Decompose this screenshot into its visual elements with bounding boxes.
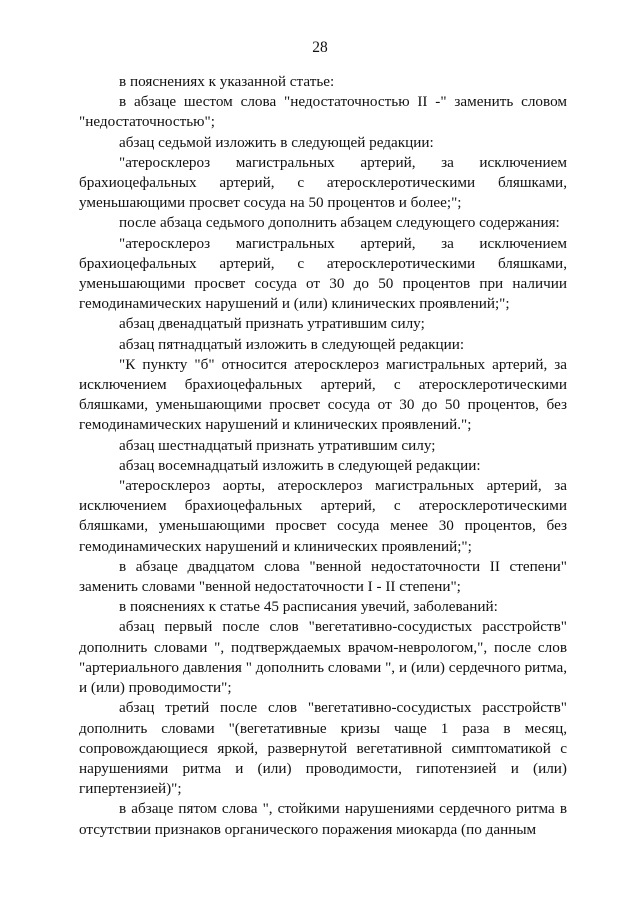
- paragraph: в абзаце шестом слова "недостаточностью II -" заменить словом "недостаточностью";: [79, 93, 567, 131]
- paragraph: абзац первый после слов "вегетативно-сосудистых расстройств" дополнить словами ", подтверждаемых врачом-неврологом,", после слов "артериального давления " дополнить словами ", и (или) сердечного ритма, и (или) проводимости";: [79, 618, 567, 697]
- paragraph: в пояснениях к указанной статье:: [119, 73, 335, 90]
- paragraph: абзац седьмой изложить в следующей редакции:: [119, 133, 434, 151]
- paragraph: абзац пятнадцатый изложить в следующей редакции:: [119, 335, 465, 353]
- paragraph: в абзаце пятом слова ", стойкими нарушениями сердечного ритма в отсутствии признаков органического поражения миокарда (по данным: [79, 800, 567, 838]
- paragraph: "атеросклероз магистральных артерий, за исключением брахиоцефальных артерий, с атеросклеротическими бляшками, уменьшающими просвет сосуда от 30 до 50 процентов при наличии гемодинамических нарушений и (или) клинических проявлений;";: [79, 234, 567, 313]
- paragraph: абзац двенадцатый признать утратившим силу;: [119, 315, 425, 333]
- paragraph: "атеросклероз аорты, атеросклероз магистральных артерий, за исключением брахиоцефальных артерий, с атеросклеротическими бляшками, уменьшающими просвет сосуда менее 30 процентов, без гемодинамических нарушений и клинических проявлений;";: [79, 477, 567, 555]
- document-body: [79, 72, 567, 840]
- paragraph: абзац шестнадцатый признать утратившим силу;: [119, 436, 436, 454]
- paragraph: абзац восемнадцатый изложить в следующей редакции:: [119, 456, 481, 474]
- paragraph: после абзаца седьмого дополнить абзацем следующего содержания:: [119, 214, 560, 232]
- paragraph: абзац третий после слов "вегетативно-сосудистых расстройств" дополнить словами "(вегетативные кризы чаще 1 раза в месяц, сопровождающиеся яркой, развернутой вегетативной симптоматикой с нарушениями ритма и (или) проводимости, гипотензией и (или) гипертензией)";: [79, 699, 567, 798]
- paragraph: в пояснениях к статье 45 расписания увечий, заболеваний:: [119, 598, 498, 616]
- paragraph: в абзаце двадцатом слова "венной недостаточности II степени" заменить словами "венной недостаточности I - II степени";: [79, 557, 567, 596]
- paragraph: "атеросклероз магистральных артерий, за исключением брахиоцефальных артерий, с атеросклеротическими бляшками, уменьшающими просвет сосуда на 50 процентов и более;";: [79, 153, 567, 212]
- page-number: 28: [312, 39, 328, 56]
- paragraph: "К пункту "б" относится атеросклероз магистральных артерий, за исключением брахиоцефальных артерий, с атеросклеротическими бляшками, уменьшающими просвет сосуда от 30 до 50 процентов, без гемодинамических нарушений и клинических проявлений.";: [79, 355, 567, 434]
